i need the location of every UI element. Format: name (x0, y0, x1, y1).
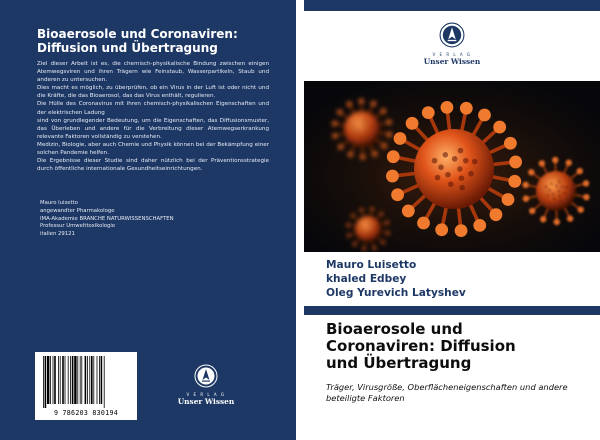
blurb-paragraph: Medizin, Biologie, aber auch Chemie und Physik können bei der Bekämpfung einer solchen Pandemie helfen. (37, 141, 269, 157)
barcode-bar (53, 356, 54, 404)
barcode-bar (101, 356, 103, 404)
author-name: Mauro Luisetto (326, 259, 417, 271)
author-bio (40, 200, 174, 239)
author-name: khaled Edbey (326, 273, 407, 285)
author-bio-line: angewandter Pharmakologe (40, 207, 115, 214)
author-name: Oleg Yurevich Latyshev (326, 287, 466, 299)
book-title (326, 321, 591, 372)
barcode-bar (104, 356, 105, 408)
barcode-bar (65, 356, 66, 404)
barcode-bar (99, 356, 100, 404)
publisher-emblem-icon (194, 364, 218, 388)
barcode-bar (93, 356, 94, 404)
author-bio-line: Professur Umwelttoxikologie (40, 223, 116, 230)
title-band (304, 306, 600, 315)
spine (296, 0, 304, 440)
coronavirus-illustration (304, 81, 600, 252)
back-publisher-verlag: V E R L A G (186, 392, 226, 397)
book-subtitle: Träger, Virusgröße, Oberflächeneigenschaften und andere beteiligte Faktoren (326, 382, 568, 403)
front-cover (304, 0, 600, 440)
blurb-paragraph: Die Ergebnisse dieser Studie sind daher nützlich bei der Präventionsstrategie durch öffentliche internationale Gesundheitseinrichtungen. (37, 158, 269, 173)
author-bio-line: italien 29121 (40, 231, 75, 238)
barcode-bar (54, 356, 56, 404)
barcode-bar (62, 356, 64, 404)
front-publisher-verlag: V E R L A G (432, 52, 472, 57)
barcode-bar (97, 356, 98, 404)
barcode-bar (81, 356, 82, 404)
back-title-line-2: Diffusion und Übertragung (37, 41, 218, 55)
back-cover (0, 0, 296, 440)
barcode-number: 9 786203 830194 (53, 409, 119, 417)
barcode-bar (77, 356, 78, 404)
back-publisher-name: Unser Wissen (177, 397, 235, 406)
barcode-bar (85, 356, 87, 404)
author-bio-line: Mauro luisetto (40, 200, 78, 206)
back-title-line-1: Bioaerosole und Coronaviren: (37, 27, 238, 41)
barcode-bar (47, 356, 49, 404)
barcode-bar (70, 356, 71, 404)
back-publisher-logo (171, 364, 241, 406)
publisher-emblem-icon (439, 22, 465, 48)
blurb-paragraph: Die Hülle des Coronavirus mit ihren chemisch-physikalischen Eigenschaften und der elektrischen Ladung (37, 101, 269, 116)
back-title (37, 27, 287, 55)
virus-cover-image (304, 81, 600, 252)
front-header-band (304, 0, 600, 11)
barcode-bar (68, 356, 69, 404)
blurb-paragraph: Dies macht es möglich, zu überprüfen, ob ein Virus in der Luft ist oder nicht und die Kräfte, die das Bioaerosol, das das Virus enthält, regulieren. (37, 85, 269, 100)
barcode (35, 352, 137, 420)
book-title-line-3: und Übertragung (326, 354, 472, 372)
author-list (326, 258, 466, 300)
barcode-bar (91, 356, 93, 404)
barcode-bar (74, 356, 76, 404)
front-publisher-logo (417, 22, 487, 66)
barcode-bar (89, 356, 90, 404)
barcode-bar (72, 356, 74, 404)
barcode-bars (41, 356, 131, 408)
barcode-bar (43, 356, 44, 408)
barcode-bar (50, 356, 51, 404)
book-title-line-2: Coronaviren: Diffusion (326, 337, 516, 355)
blurb-paragraph: sind von grundlegender Bedeutung, um die Eigenschaften, das Diffusionsmuster, das Überleben und andere für die Verbreitung dieser Atemwegserkrankung relevante Faktoren vollständig zu verstehen. (37, 117, 269, 140)
barcode-bar (58, 356, 59, 404)
barcode-bar (80, 356, 81, 404)
blurb-paragraph: Ziel dieser Arbeit ist es, die chemisch-physikalische Bindung zwischen einigen Atemwegsviren und ihren Trägern wie Feinstaub, Wasserpartikeln, Staub und anderen zu untersuchen. (37, 61, 269, 84)
back-blurb (37, 60, 269, 173)
barcode-bar (60, 356, 61, 404)
barcode-bar (87, 356, 88, 404)
author-bio-line: IMA-Akademie BRANCHE NATURWISSENSCHAFTEN (40, 215, 174, 222)
book-title-line-1: Bioaerosole und (326, 320, 463, 338)
front-publisher-name: Unser Wissen (423, 57, 481, 66)
barcode-bar (45, 356, 47, 408)
